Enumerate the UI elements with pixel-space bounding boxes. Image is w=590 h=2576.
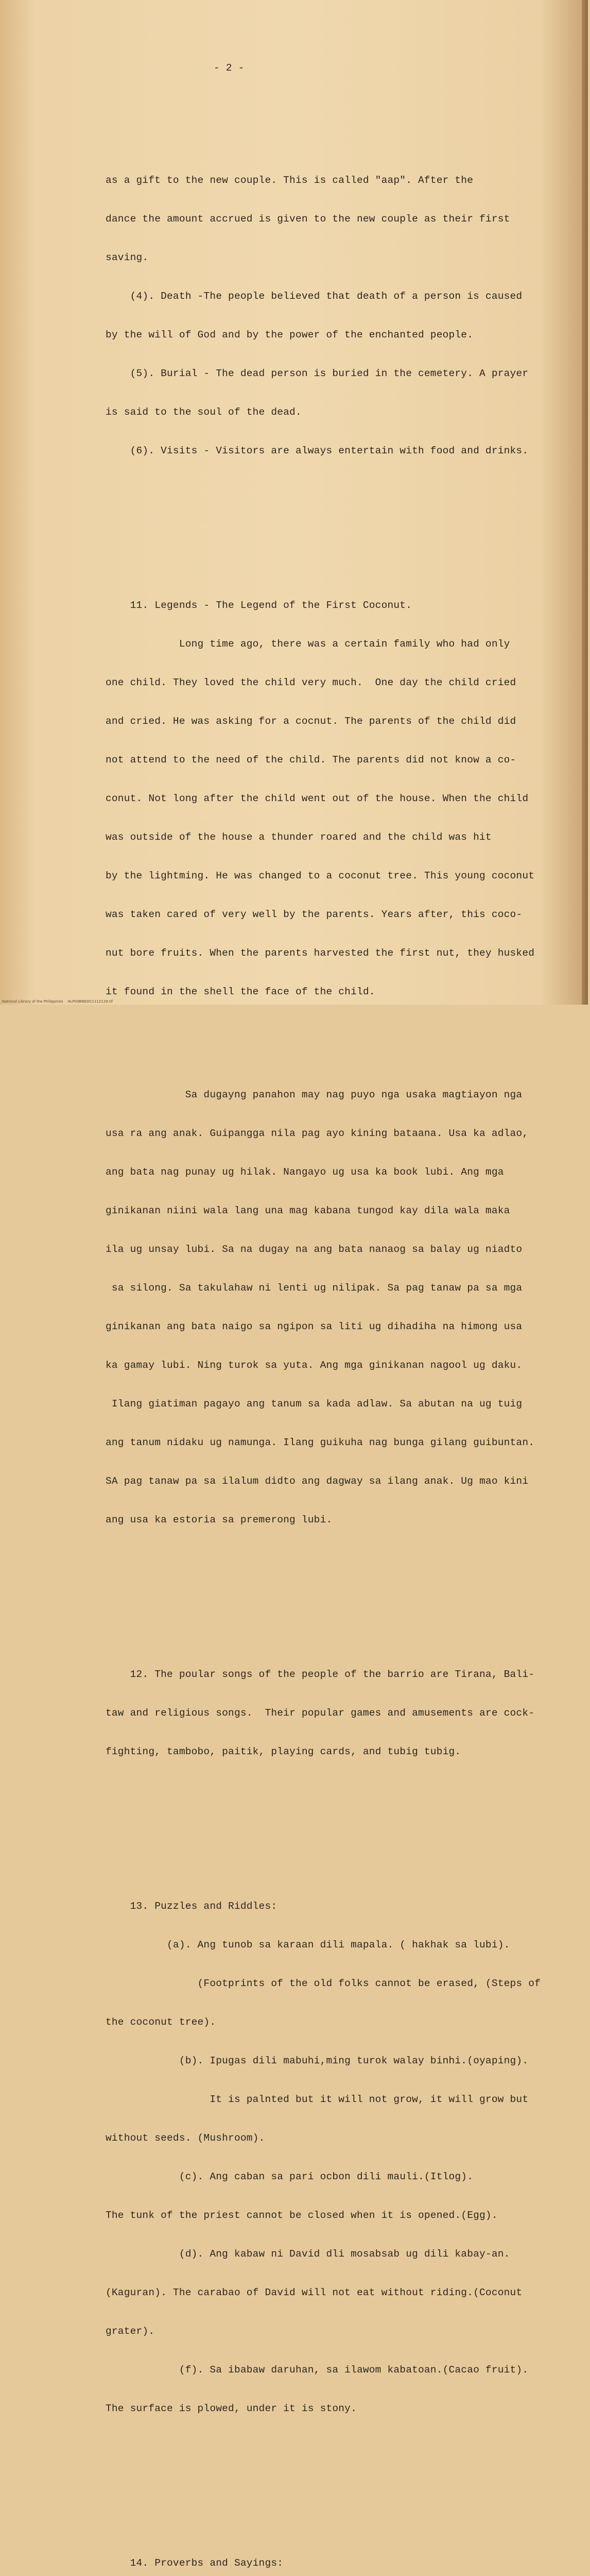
text-line: SA pag tanaw pa sa ilalum didto ang dagway sa ilang anak. Ug mao kini: [106, 1476, 529, 1487]
text-line: 13. Puzzles and Riddles:: [106, 1901, 277, 1912]
text-line: (d). Ang kabaw ni David dli mosabsab ug dili kabay-an.: [106, 2248, 510, 2260]
text-line: ka gamay lubi. Ning turok sa yuta. Ang mga ginikanan nagool ug daku.: [106, 1360, 523, 1371]
text-line: as a gift to the new couple. This is called "aap". After the: [106, 175, 474, 186]
text-line: Ilang giatiman pagayo ang tanum sa kada adlaw. Sa abutan na ug tuig: [106, 1398, 523, 1410]
text-line: ila ug unsay lubi. Sa na dugay na ang bata nanaog sa balay ug niadto: [106, 1244, 523, 1255]
text-line: was outside of the house a thunder roared and the child was hit: [106, 832, 492, 843]
text-line: one child. They loved the child very much. One day the child cried: [106, 677, 516, 688]
text-line: (c). Ang caban sa pari ocbon dili mauli.(Itlog).: [106, 2171, 474, 2182]
text-line: (4). Death -The people believed that death of a person is caused: [106, 291, 523, 302]
text-line: The surface is plowed, under it is stony.: [106, 2403, 357, 2414]
text-line: It is palnted but it will not grow, it will grow but: [106, 2094, 529, 2105]
text-line: 12. The poular songs of the people of the barrio are Tirana, Bali-: [106, 1669, 535, 1680]
text-line: usa ra ang anak. Guipangga nila pag ayo kining bataana. Usa ka adlao,: [106, 1128, 529, 1139]
text-line: nut bore fruits. When the parents harvested the first nut, they husked: [106, 947, 535, 959]
text-line: ang tanum nidaku ug namunga. Ilang guikuha nag bunga gilang guibuntan.: [106, 1437, 535, 1448]
text-line: (5). Burial - The dead person is buried in the cemetery. A prayer: [106, 368, 529, 379]
text-line: grater).: [106, 2326, 155, 2337]
typed-text-body: [106, 36, 564, 2576]
text-line: sa silong. Sa takulahaw ni lenti ug nilipak. Sa pag tanaw pa sa mga: [106, 1282, 523, 1294]
text-line: without seeds. (Mushroom).: [106, 2132, 265, 2144]
text-line: (6). Visits - Visitors are always entertain with food and drinks.: [106, 445, 529, 456]
songs-section: [106, 1642, 564, 1784]
text-line: not attend to the need of the child. The parents did not know a co-: [106, 754, 516, 766]
customs-section: [106, 148, 564, 483]
text-line: The tunk of the priest cannot be closed when it is opened.(Egg).: [106, 2210, 498, 2221]
text-line: ginikanan niini wala lang una mag kabana tungod kay dila wala maka: [106, 1205, 510, 1216]
text-line: (b). Ipugas dili mabuhi,ming turok walay binhi.(oyaping).: [106, 2055, 529, 2066]
text-line: Long time ago, there was a certain family who had only: [106, 638, 510, 650]
text-line: (a). Ang tunob sa karaan dili mapala. ( hakhak sa lubi).: [106, 1939, 510, 1951]
text-line: dance the amount accrued is given to the new couple as their first: [106, 213, 510, 225]
text-line: the coconut tree).: [106, 2016, 216, 2028]
text-line: ang bata nag punay ug hilak. Nangayo ug usa ka book lubi. Ang mga: [106, 1166, 504, 1178]
text-line: and cried. He was asking for a cocnut. The parents of the child did: [106, 716, 516, 727]
text-line: fighting, tambobo, paitik, playing cards, and tubig tubig.: [106, 1746, 461, 1757]
text-line: saving.: [106, 252, 149, 263]
text-line: ginikanan ang bata naigo sa ngipon sa liti ug dihadiha na himong usa: [106, 1321, 523, 1332]
page-edge: [582, 0, 588, 1005]
text-line: 14. Proverbs and Sayings:: [106, 2557, 284, 2569]
text-line: conut. Not long after the child went out of the house. When the child: [106, 793, 529, 804]
legend-heading: 11. Legends - The Legend of the First Coconut.: [106, 600, 412, 611]
text-line: it found in the shell the face of the child.: [106, 986, 375, 997]
text-line: ang usa ka estoria sa premerong lubi.: [106, 1514, 333, 1526]
text-line: by the lightming. He was changed to a coconut tree. This young coconut: [106, 870, 535, 882]
text-line: taw and religious songs. Their popular games and amusements are cock-: [106, 1707, 535, 1719]
text-line: Sa dugayng panahon may nag puyo nga usaka magtiayon nga: [106, 1089, 523, 1100]
legend-section: [106, 573, 564, 1552]
archive-footer: National Library of the Philippines HLP00BNEDC1112129.tif: [2, 999, 113, 1004]
proverbs-section: [106, 2531, 564, 2576]
text-line: (Footprints of the old folks cannot be erased, (Steps of: [106, 1978, 541, 1989]
riddles-section: [106, 1874, 564, 2441]
text-line: by the will of God and by the power of the enchanted people.: [106, 329, 474, 341]
text-line: is said to the soul of the dead.: [106, 406, 302, 418]
text-line: (Kaguran). The carabao of David will not eat without riding.(Coconut: [106, 2287, 523, 2298]
page-number: - 2 -: [214, 62, 245, 74]
text-line: was taken cared of very well by the parents. Years after, this coco-: [106, 909, 523, 920]
text-line: (f). Sa ibabaw daruhan, sa ilawom kabatoan.(Cacao fruit).: [106, 2364, 529, 2376]
